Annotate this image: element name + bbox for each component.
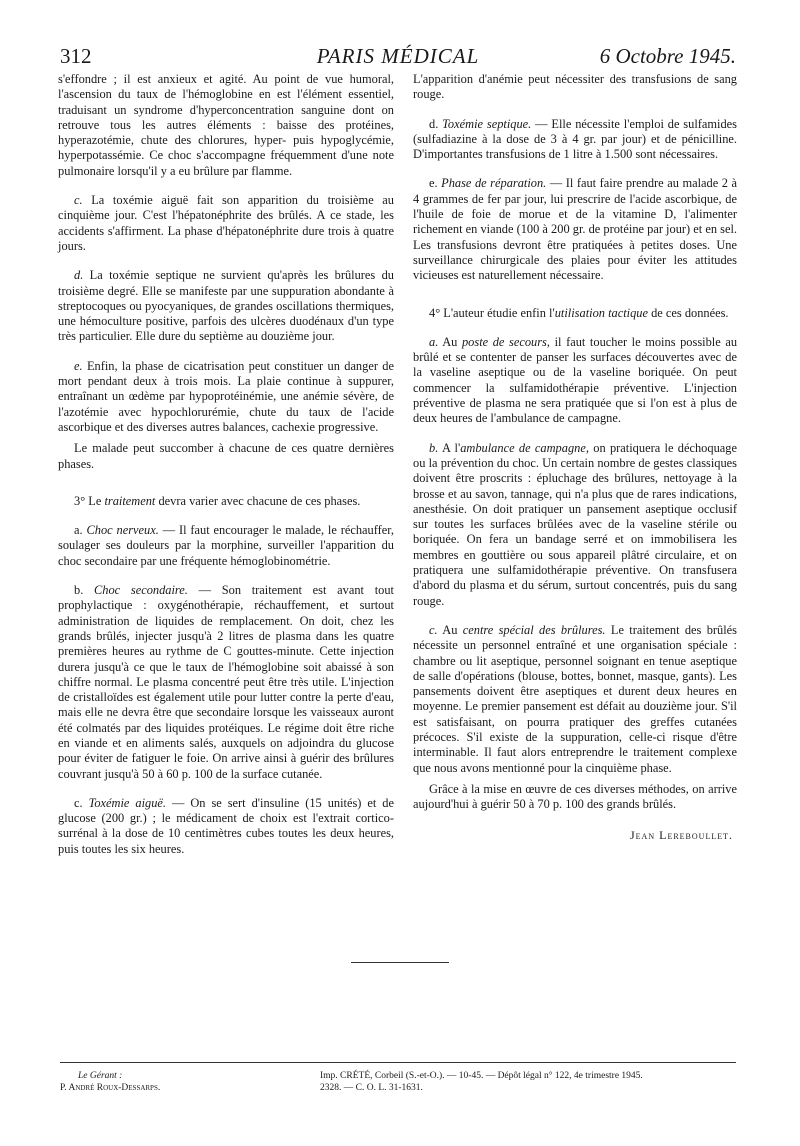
paragraph (58, 796, 394, 857)
section-term: utilisation tactique (554, 305, 648, 320)
item-label: b. (429, 440, 439, 455)
section-heading (58, 494, 394, 509)
paragraph-text: — Son traitement est avant tout prophylactique : oxygénothérapie, réchauffement, et surtout administration de liquides de remplacement. On doit, chez les grands brûlés, injecter jusqu'à 2 litres de plasma dans les quatre premières heures au rythme de C gouttes-minute. Cette injection durera jusqu'à ce que le taux de l'hémoglobine soit abaissé à son chiffre normal. Le plasma concentré peut être très utile. L'injection de cristalloïdes est également utile pour lutter contre la perte d'eau, mais elle ne devra être que secondaire lorsque les vaisseaux auront été colmatés par des liquides protéiques. Le régime doit être riche en viande et en aliments salés, auxquels on adjoindra du glucose pour éviter de fatiguer le foie. On arrive ainsi à guérir des brûlures couvrant jusqu'à 50 à 60 p. 100 de la surface cutanée. (58, 583, 394, 781)
imprint-line: Imp. CRÉTÉ, Corbeil (S.-et-O.). — 10-45. — Dépôt légal n° 122, 4e trimestre 1945. (320, 1071, 643, 1081)
paragraph (413, 623, 737, 776)
item-term: Phase de réparation. (441, 176, 547, 191)
page-header (60, 44, 736, 74)
paragraph-text: Enfin, la phase de cicatrisation peut constituer un danger de mort pendant deux à trois mois. La plaie continue à suppurer, entraînant un œdème par hypoprotéinémie, une anémie sévère, de l'azotémie avec hypochlorurémie, chute du taux de l'acide ascorbique et des diverses autres balances, cachexie progressive. (58, 358, 394, 434)
paragraph-text: — Elle nécessite l'emploi de sulfamides (sulfadiazine à la dose de 3 à 4 gr. par jour) et de pénicilline. D'importantes transfusions de 1 litre à 1.500 sont nécessaires. (413, 116, 737, 162)
author-signature: Jean Lereboullet. (630, 828, 733, 843)
manager-role: Le Gérant : (78, 1071, 123, 1081)
item-label: c. (74, 795, 83, 810)
manager-block (60, 1070, 160, 1094)
section-number: 3° Le (74, 493, 102, 508)
item-label: e. (429, 176, 438, 191)
item-intro: Au (442, 622, 458, 637)
item-term: ambulance de campagne, (460, 440, 589, 455)
paragraph (58, 268, 394, 344)
item-label: a. (429, 334, 439, 349)
paragraph (58, 193, 394, 254)
paragraph-text: on pratiquera le déchoquage ou la prévention du choc. Un certain nombre de gestes classiques doivent être proscrits : épluchage des brûlures, nettoyage à la brosse et au savon, tannage, qui n'a plus que de rares indications, anesthésie. On doit pratiquer un pansement aseptique occlusif sur toutes les surfaces brûlées avec de la vaseline stérile ou boriquée. On fera un bandage serré et on immobilisera les membres en gouttière ou sous appareil plâtré circulaire, et on pratiquera une sulfamidothérapie préventive. On transfusera d'abord du plasma et du sérum, surtout concentrés, puis du sang rouge. (413, 440, 737, 608)
item-term: poste de secours, (461, 334, 550, 349)
item-term: centre spécial des brûlures. (462, 622, 606, 637)
paragraph: Grâce à la mise en œuvre de ces diverses méthodes, on arrive aujourd'hui à guérir 50 à 70 p. 100 des grands brûlés. (413, 781, 737, 812)
section-heading (413, 306, 737, 321)
paragraph-text: devra varier avec chacune de ces phases. (158, 493, 361, 508)
item-label: c. (74, 193, 83, 208)
item-label: e. (74, 358, 83, 373)
item-label: b. (74, 583, 84, 598)
right-column (413, 72, 737, 844)
section-number: 4° L'auteur étudie enfin l' (429, 305, 555, 320)
imprint-block (320, 1070, 736, 1094)
imprint-line: 2328. — C. O. L. 31-1631. (320, 1083, 423, 1093)
paragraph-text: il faut toucher le moins possible au brûlé et se contenter de panser les surfaces découvertes avec de la vaseline aseptique ou de la vaseline boriquée. On peut commencer la sulfamidothérapie préventive. L'injection préventive de plasma ne sera pratiquée que si l'on est à plus de deux heures de l'ambulance de campagne. (413, 334, 738, 426)
paragraph (413, 441, 737, 609)
paragraph (413, 117, 737, 163)
paragraph (58, 583, 394, 782)
item-label: d. (429, 116, 439, 131)
manager-name: P. André Roux-Dessarps. (60, 1083, 161, 1093)
paragraph-text: La toxémie aiguë fait son apparition du troisième au cinquième jour. C'est l'hépatonéphrite des brûlés. A ce stade, les accidents s'affirment. La phase d'hépatonéphrite dure trois à quatre jours. (58, 193, 394, 253)
item-term: Choc nerveux. (86, 523, 159, 538)
paragraph (58, 523, 394, 569)
paragraph: s'effondre ; il est anxieux et agité. Au point de vue humoral, l'ascension du taux de l'hémoglobine en est l'élément essentiel, traduisant un syndrome d'hyperconcentration sanguine dont on retrouve tous les autres éléments : baisse des protéines, hyperazotémie, chute des chlorures, hyper- puis hypoglycémie, hyperpotassémie. Ce choc s'accompagne fréquemment d'une note pulmonaire lorsqu'il y a eu brûlure par flamme. (58, 72, 394, 178)
item-intro: Au (442, 334, 458, 349)
item-term: Choc secondaire. (94, 583, 188, 598)
item-label: d. (74, 268, 84, 283)
issue-date: 6 Octobre 1945. (599, 44, 736, 68)
paragraph-text: — On se sert d'insuline (15 unités) et de glucose (200 gr.) ; le médicament de choix est l'extrait cortico-surrénal à la dose de 10 centimètres cubes toutes les deux heures, puis toutes les six heures. (58, 795, 394, 856)
paragraph-text: Le traitement des brûlés nécessite un personnel entraîné et une organisation spéciale : chambre ou lit aseptique, personnel soignant en tenue aseptique de salle d'opérations (blouse, bottes, bonnet, masque, gants). Les pansements doivent être aseptiques et durent deux heures en moyenne. Le premier pansement est défait au douzième jour. S'il est satisfaisant, on pourra pratiquer des greffes cutanées précoces. S'il existe de la suppuration, celle-ci risque d'être interminable. Il faut alors entreprendre le traitement complexe que nous avons mentionné pour la cinquième phase. (413, 622, 737, 775)
paragraph-text: — Il faut encourager le malade, le réchauffer, soulager ses douleurs par la morphine, surveiller l'apparition du choc secondaire par une fréquente hémoglobinométrie. (58, 523, 395, 568)
paragraph (413, 335, 737, 427)
paragraph: L'apparition d'anémie peut nécessiter des transfusions de sang rouge. (413, 72, 737, 102)
footer-divider (60, 1062, 736, 1063)
paragraph: Le malade peut succomber à chacune de ces quatre dernières phases. (58, 441, 394, 471)
section-term: traitement (104, 493, 156, 508)
item-label: a. (74, 523, 83, 538)
paragraph (58, 359, 394, 435)
item-intro: A l' (441, 440, 461, 455)
item-term: Toxémie septique. (442, 116, 532, 131)
journal-title: PARIS MÉDICAL (316, 44, 480, 68)
item-term: Toxémie aiguë. (88, 795, 167, 810)
paragraph (413, 176, 737, 283)
paragraph-text: — Il faut faire prendre au malade 2 à 4 grammes de fer par jour, lui prescrire de l'acide ascorbique, de l'huile de foie de morue et de la vitamine D, l'alimenter richement en viande (100 à 200 gr. de protéine par jour) et en sel. Les transfusions devront être pratiquées à petites doses. Une surveillance chirurgicale des plaies pour éviter les attitudes vicieuses est naturellement nécessaire. (413, 176, 737, 283)
left-column (58, 72, 394, 863)
paragraph-text: La toxémie septique ne survient qu'après les brûlures du troisième degré. Elle se manifeste par une suppuration abondante à streptocoques ou pyocyaniques, de grandes oscillations thermiques, une hémoculture positive, parfois des ulcères duodénaux d'un type très particulier. Elle dure du septième au douzième jour. (58, 268, 394, 344)
paragraph-text: de ces données. (651, 305, 729, 320)
section-divider (351, 962, 449, 963)
item-label: c. (429, 622, 438, 637)
page-number: 312 (60, 44, 92, 68)
